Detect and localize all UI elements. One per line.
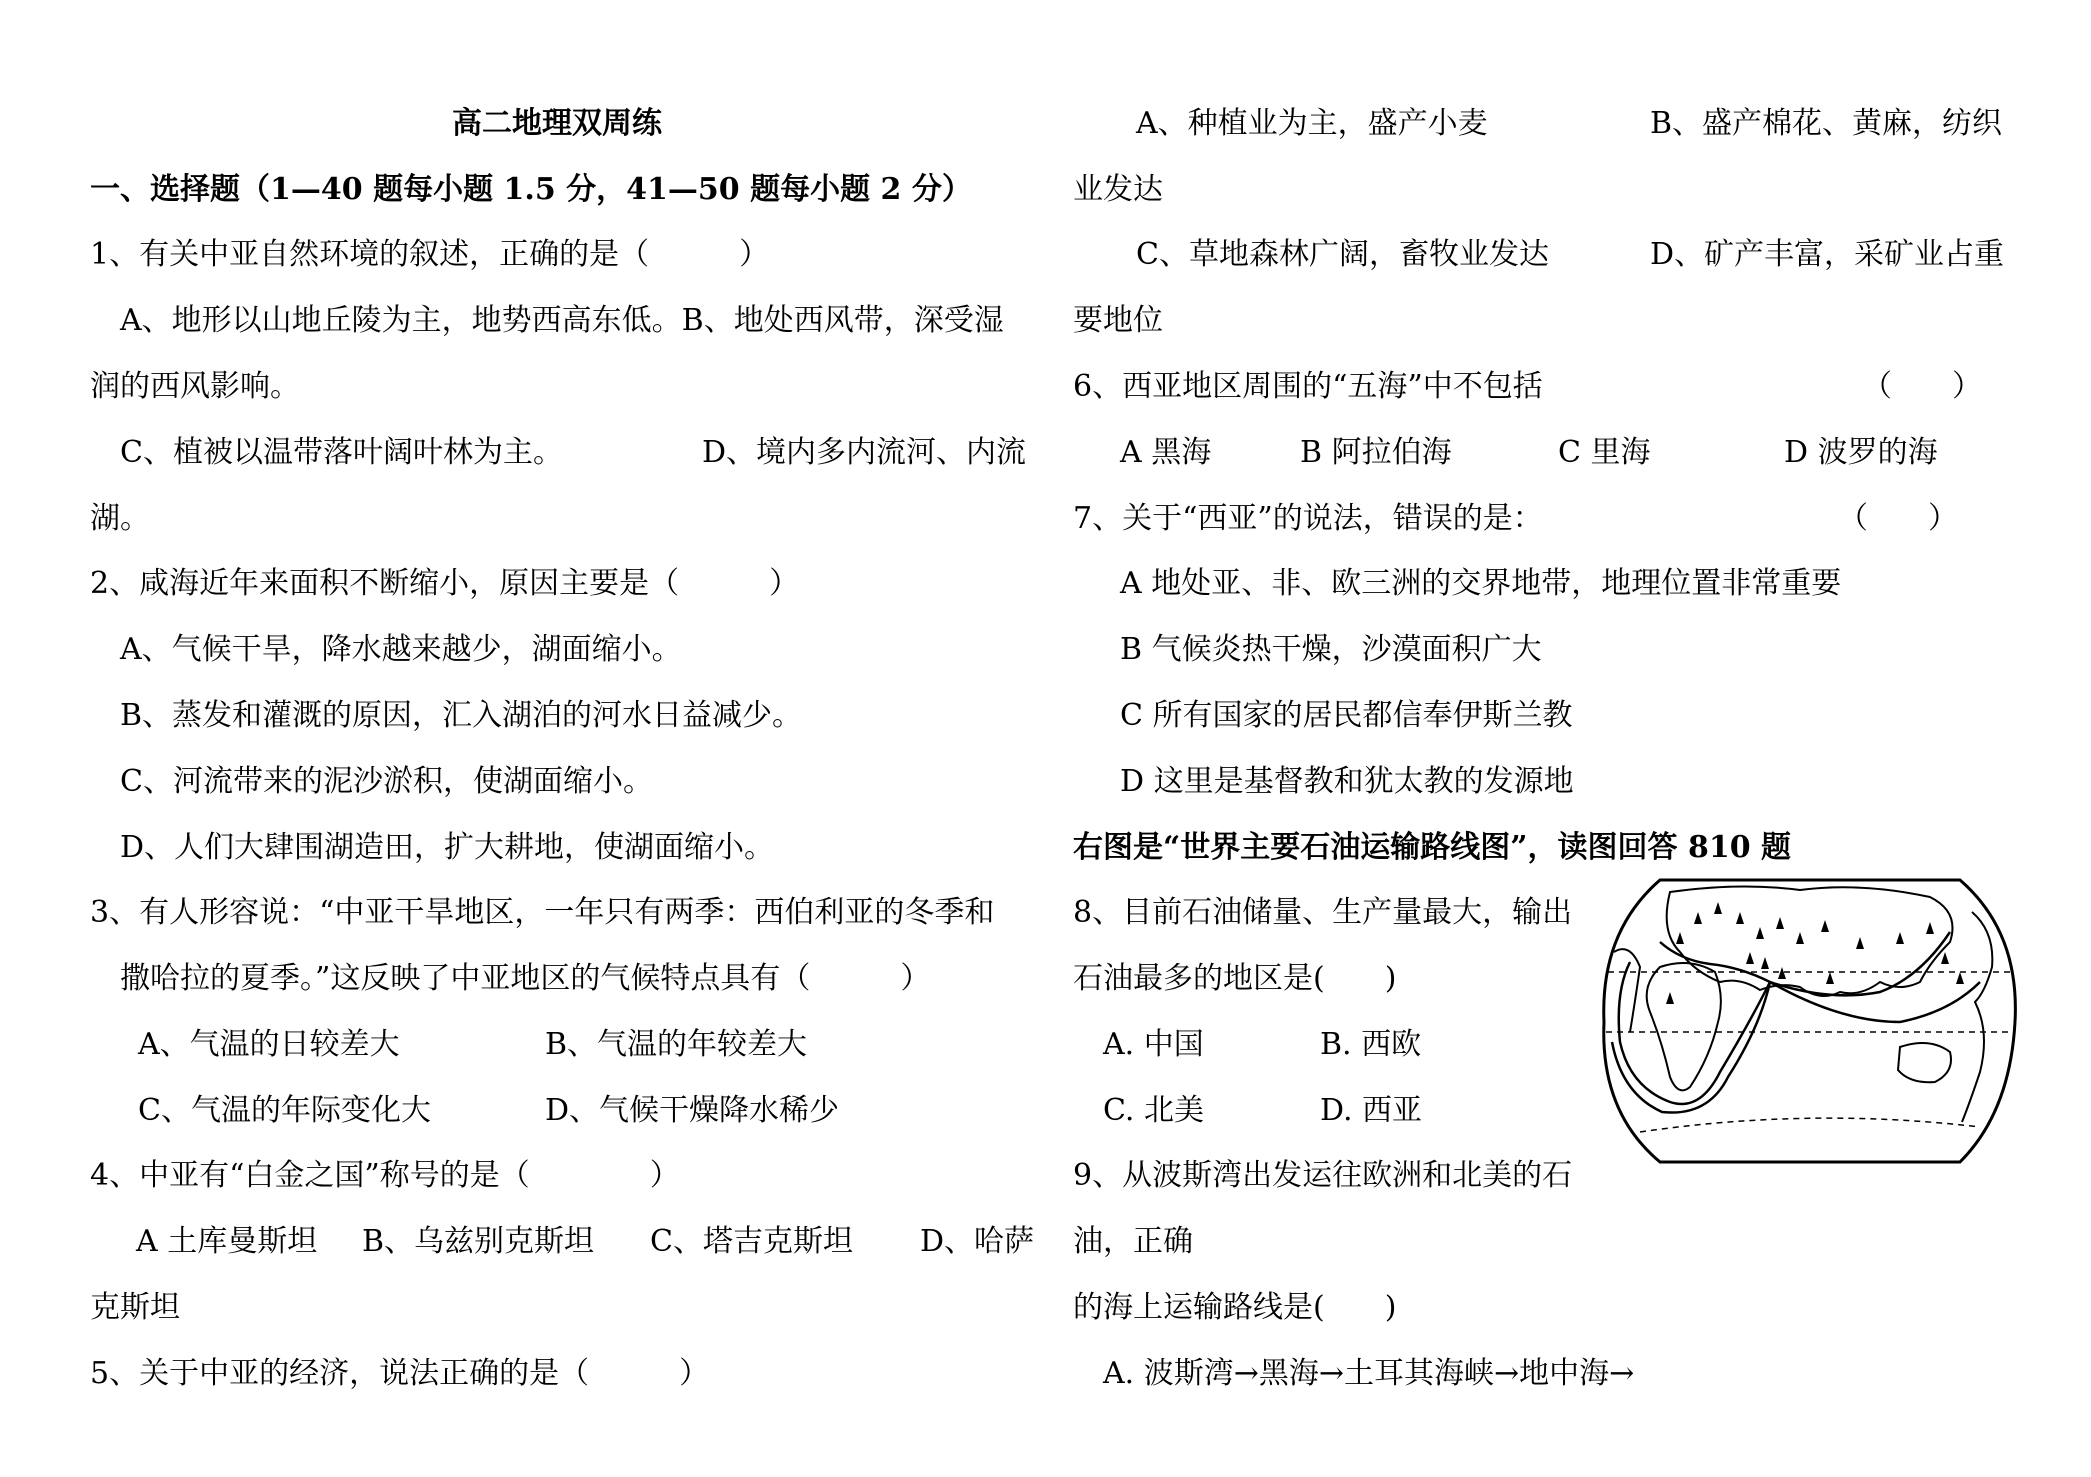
q9-stem-cont: 油，正确 [1073, 1224, 1193, 1259]
q9-option-a: A. 波斯湾→黑海→土耳其海峡→地中海→ [1103, 1356, 1635, 1391]
q4-option-d: D、哈萨 [920, 1224, 1035, 1259]
q3-stem: 3、有人形容说：“中亚干旱地区，一年只有两季：西伯利亚的冬季和 [90, 895, 995, 930]
q7-answer-paren: （ ） [1838, 501, 1958, 536]
q6-option-c: C 里海 [1558, 435, 1651, 470]
q5-option-b-cont: 业发达 [1073, 172, 1163, 207]
q9-stem-cont2: 的海上运输路线是( ) [1073, 1290, 1397, 1325]
q8-option-d: D. 西亚 [1320, 1093, 1423, 1128]
q4-option-d-cont: 克斯坦 [90, 1290, 180, 1325]
q5-option-a: A、种植业为主，盛产小麦 [1136, 106, 1488, 141]
q7-option-b: B 气候炎热干燥，沙漠面积广大 [1120, 632, 1542, 667]
q4-option-a: A 土库曼斯坦 [136, 1224, 318, 1259]
q5-stem: 5、关于中亚的经济，说法正确的是（ ） [90, 1356, 710, 1391]
q3-option-a: A、气温的日较差大 [138, 1027, 400, 1062]
q3-stem-cont: 撒哈拉的夏季。”这反映了中亚地区的气候特点具有（ ） [120, 961, 931, 996]
q5-option-d-cont: 要地位 [1073, 303, 1163, 338]
q1-option-d: D、境内多内流河、内流 [702, 435, 1027, 470]
page-title: 高二地理双周练 [452, 106, 662, 141]
q8-stem: 8、目前石油储量、生产量最大，输出 [1073, 895, 1573, 930]
q5-option-d: D、矿产丰富，采矿业占重 [1650, 237, 2005, 272]
q1-option-c: C、植被以温带落叶阔叶林为主。 [120, 435, 563, 470]
q1-option-a: A、地形以山地丘陵为主，地势西高东低。B、地处西风带，深受湿 [120, 303, 1004, 338]
q3-option-d: D、气候干燥降水稀少 [545, 1093, 840, 1128]
q2-stem: 2、咸海近年来面积不断缩小，原因主要是（ ） [90, 566, 800, 601]
q3-option-b: B、气温的年较差大 [545, 1027, 808, 1062]
q7-option-d: D 这里是基督教和犹太教的发源地 [1120, 764, 1574, 799]
q9-stem: 9、从波斯湾出发运往欧洲和北美的石 [1073, 1158, 1573, 1193]
q5-option-b: B、盛产棉花、黄麻，纺织 [1650, 106, 2003, 141]
q2-option-d: D、人们大肆围湖造田，扩大耕地，使湖面缩小。 [120, 830, 775, 865]
q6-option-d: D 波罗的海 [1784, 435, 1938, 470]
q4-option-b: B、乌兹别克斯坦 [362, 1224, 595, 1259]
q3-option-c: C、气温的年际变化大 [138, 1093, 431, 1128]
q2-option-a: A、气候干旱，降水越来越少，湖面缩小。 [120, 632, 682, 667]
q8-option-c: C. 北美 [1103, 1093, 1204, 1128]
q6-answer-paren: （ ） [1862, 369, 1982, 404]
map-intro: 右图是“世界主要石油运输路线图”，读图回答 810 题 [1073, 830, 1792, 865]
q1-stem: 1、有关中亚自然环境的叙述，正确的是（ ） [90, 237, 770, 272]
q2-option-c: C、河流带来的泥沙淤积，使湖面缩小。 [120, 764, 653, 799]
q7-option-a: A 地处亚、非、欧三洲的交界地带，地理位置非常重要 [1120, 566, 1842, 601]
q8-option-b: B. 西欧 [1320, 1027, 1422, 1062]
q2-option-b: B、蒸发和灌溉的原因，汇入湖泊的河水日益减少。 [120, 698, 803, 733]
q6-option-b: B 阿拉伯海 [1300, 435, 1452, 470]
q7-option-c: C 所有国家的居民都信奉伊斯兰教 [1120, 698, 1573, 733]
q5-option-c: C、草地森林广阔，畜牧业发达 [1136, 237, 1549, 272]
q1-option-d-cont: 湖。 [90, 501, 150, 536]
q8-stem-cont: 石油最多的地区是( ) [1073, 961, 1397, 996]
q4-stem: 4、中亚有“白金之国”称号的是（ ） [90, 1158, 680, 1193]
q7-stem: 7、关于“西亚”的说法，错误的是： [1073, 501, 1543, 536]
section-heading: 一、选择题（1—40 题每小题 1.5 分，41—50 题每小题 2 分） [90, 172, 972, 207]
q4-option-c: C、塔吉克斯坦 [650, 1224, 853, 1259]
q1-option-a-cont: 润的西风影响。 [90, 369, 300, 404]
q6-stem: 6、西亚地区周围的“五海”中不包括 [1073, 369, 1543, 404]
q6-option-a: A 黑海 [1120, 435, 1212, 470]
q8-option-a: A. 中国 [1103, 1027, 1204, 1062]
oil-route-world-map [1600, 872, 2020, 1168]
